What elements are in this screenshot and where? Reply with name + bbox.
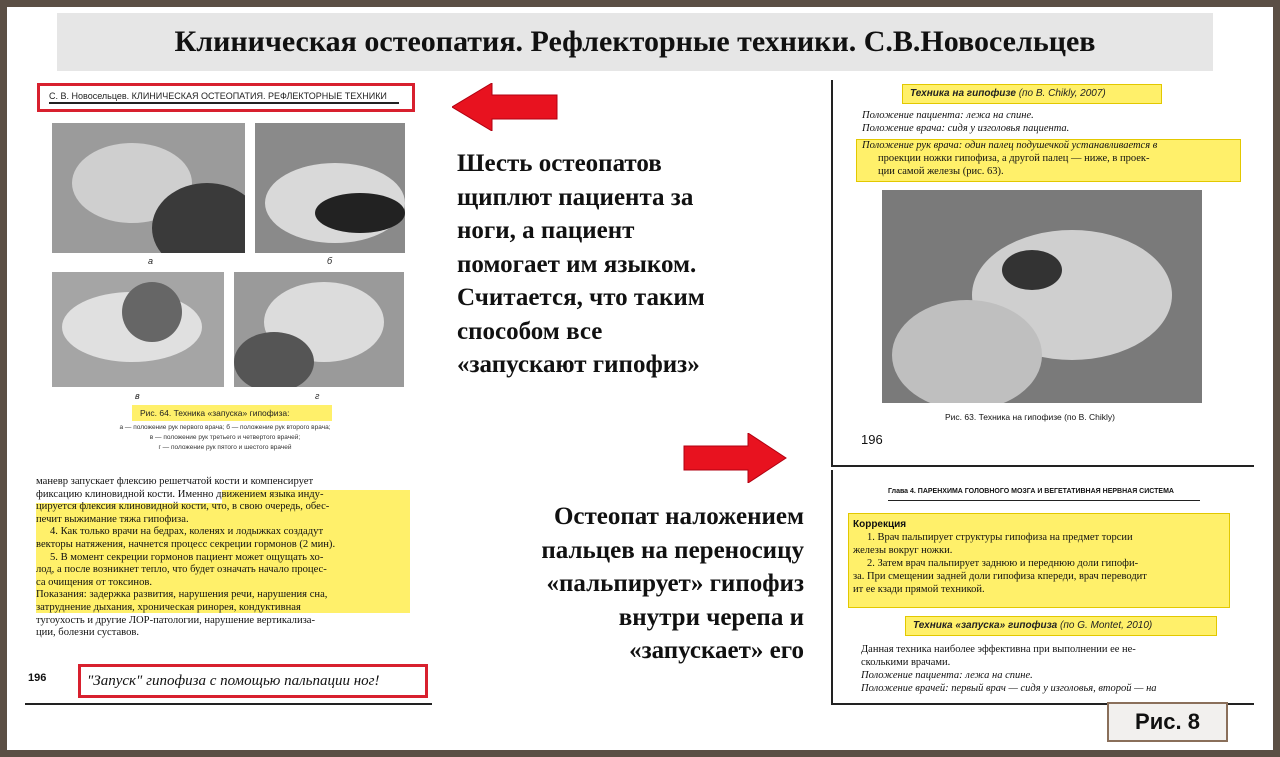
text-line: «запускает» его bbox=[629, 637, 804, 664]
text-line: ноги, а пациент bbox=[457, 217, 635, 244]
text-line: сколькими врачами. bbox=[861, 657, 951, 668]
text-line: Данная техника наиболее эффективна при выполнении ее не- bbox=[861, 644, 1136, 655]
photo-v bbox=[52, 272, 224, 387]
text-line: лод, а после возникнет тепло, что будет означать начало процес- bbox=[36, 564, 327, 576]
text-line: тугоухость и другие ЛОР-патологии, нарушение вертикализа- bbox=[36, 614, 316, 626]
title-bar bbox=[57, 13, 1213, 71]
page-edge bbox=[831, 470, 833, 703]
note-box bbox=[78, 664, 428, 698]
correction-text bbox=[853, 518, 1147, 596]
text-line: Остеопат наложением bbox=[553, 503, 804, 530]
left-body-text bbox=[36, 476, 411, 640]
arrow-right-icon bbox=[682, 433, 788, 483]
arrow-left-icon bbox=[452, 83, 560, 131]
text-line: са очищения от токсинов. bbox=[36, 576, 153, 588]
text-line: помогает им языком. bbox=[457, 250, 697, 278]
text-line: Положение пациента: лежа на спине. bbox=[862, 110, 1034, 121]
photo-a bbox=[52, 123, 245, 253]
heading-montet bbox=[913, 620, 1152, 631]
photo-label-v: в bbox=[135, 391, 140, 401]
left-page-header-box bbox=[37, 83, 415, 112]
chapter-header: Глава 4. ПАРЕНХИМА ГОЛОВНОГО МОЗГА И ВЕГЕТАТИВНАЯ НЕРВНАЯ СИСТЕМА bbox=[888, 485, 1200, 501]
text-line: ции самой железы (рис. 63). bbox=[878, 166, 1004, 177]
text-line: Положение врачей: первый врач — сидя у изголовья, второй — на bbox=[861, 683, 1157, 694]
text-line: ции, болезни суставов. bbox=[36, 627, 140, 639]
right-top-text bbox=[862, 109, 1157, 178]
text-line: железы вокруг ножки. bbox=[853, 545, 953, 556]
text-line: «пальпирует» гипофиз bbox=[546, 570, 804, 597]
text-line: векторы натяжения, начнется процесс секреции гормонов (2 мин). bbox=[36, 538, 336, 550]
text-line: за. При смещении задней доли гипофиза кпереди, врач переводит bbox=[853, 571, 1147, 582]
text-line: 1. Врач пальпирует структуры гипофиза на предмет торсии bbox=[867, 532, 1133, 543]
text-line: внутри черепа и bbox=[618, 603, 804, 631]
text-line: фиксацию клиновидной кости. Именно движением языка инду- bbox=[36, 488, 324, 500]
left-page-header: С. В. Новосельцев. КЛИНИЧЕСКАЯ ОСТЕОПАТИЯ. РЕФЛЕКТОРНЫЕ ТЕХНИКИ bbox=[49, 91, 399, 104]
text-line: проекции ножки гипофиза, а другой палец — ниже, в проек- bbox=[878, 153, 1150, 164]
slide-title: Клиническая остеопатия. Рефлекторные техники. С.В.Новосельцев bbox=[174, 25, 1096, 58]
figure-legend bbox=[55, 423, 395, 453]
text-line: цируется флексия клиновидной кости, что, в свою очередь, обес- bbox=[36, 501, 330, 513]
text-line: «запускают гипофиз» bbox=[457, 351, 700, 378]
heading-ref: (по B. Chikly, 2007) bbox=[1018, 88, 1106, 99]
photo-label-b: б bbox=[327, 256, 333, 266]
center-text-bottom bbox=[440, 500, 804, 668]
legend-line: г — положение рук пятого и шестого врачей bbox=[158, 444, 292, 451]
heading-ref: (по G. Montet, 2010) bbox=[1060, 620, 1153, 631]
correction-title: Коррекция bbox=[853, 519, 907, 530]
text-line: 5. В момент секреции гормонов пациент может ощущать хо- bbox=[50, 551, 324, 563]
page-edge bbox=[831, 80, 833, 465]
text-line: щиплют пациента за bbox=[457, 183, 694, 211]
figure-caption-63: Рис. 63. Техника на гипофизе (по B. Chikly) bbox=[945, 412, 1115, 422]
figure-number-box bbox=[1107, 702, 1228, 742]
text-line: маневр запускает флексию решетчатой кости и компенсирует bbox=[36, 476, 314, 487]
photo-label-a: а bbox=[148, 256, 154, 266]
center-text-top bbox=[457, 147, 705, 382]
text-line: Шесть остеопатов bbox=[457, 150, 662, 177]
text-line: пальцев на переносицу bbox=[541, 536, 804, 564]
text-line: Положение пациента: лежа на спине. bbox=[861, 670, 1033, 681]
right-bottom-text bbox=[861, 643, 1157, 695]
text-line: Считается, что таким bbox=[457, 284, 705, 311]
figure-number: Рис. 8 bbox=[1135, 709, 1200, 734]
photo-label-g: г bbox=[315, 391, 320, 401]
text-line: способом все bbox=[457, 317, 603, 345]
note-text: "Запуск" гипофиза с помощью пальпации ног! bbox=[87, 673, 380, 689]
photo-b bbox=[255, 123, 405, 253]
figure-caption-64: Рис. 64. Техника «запуска» гипофиза: bbox=[132, 405, 332, 421]
text-line: 2. Затем врач пальпирует заднюю и переднюю доли гипофи- bbox=[867, 558, 1139, 569]
photo-chikly bbox=[882, 190, 1202, 403]
text-line: Показания: задержка развития, нарушения речи, нарушения сна, bbox=[36, 589, 328, 601]
left-page-number: 196 bbox=[28, 672, 47, 684]
photo-g bbox=[234, 272, 404, 387]
right-page-number: 196 bbox=[861, 432, 883, 447]
heading-text: Техника «запуска» гипофиза bbox=[913, 620, 1058, 631]
legend-line: а — положение рук первого врача; б — положение рук второго врача; bbox=[119, 424, 331, 431]
text-line: 4. Как только врачи на бедрах, коленях и лодыжках создадут bbox=[50, 526, 324, 538]
legend-line: в — положение рук третьего и четвертого врачей; bbox=[149, 434, 301, 441]
text-line: затруднение дыхания, хроническая ринорея, кондуктивная bbox=[36, 601, 301, 613]
text-line: ит ее кзади прямой техникой. bbox=[853, 584, 985, 595]
text-line: печит выжимание тяжа гипофиза. bbox=[36, 513, 189, 525]
text-line: Положение рук врача: один палец подушечкой устанавливается в bbox=[862, 140, 1158, 151]
heading-text: Техника на гипофизе bbox=[910, 88, 1016, 99]
heading-chikly bbox=[910, 88, 1106, 99]
text-line: Положение врача: сидя у изголовья пациента. bbox=[862, 123, 1070, 134]
